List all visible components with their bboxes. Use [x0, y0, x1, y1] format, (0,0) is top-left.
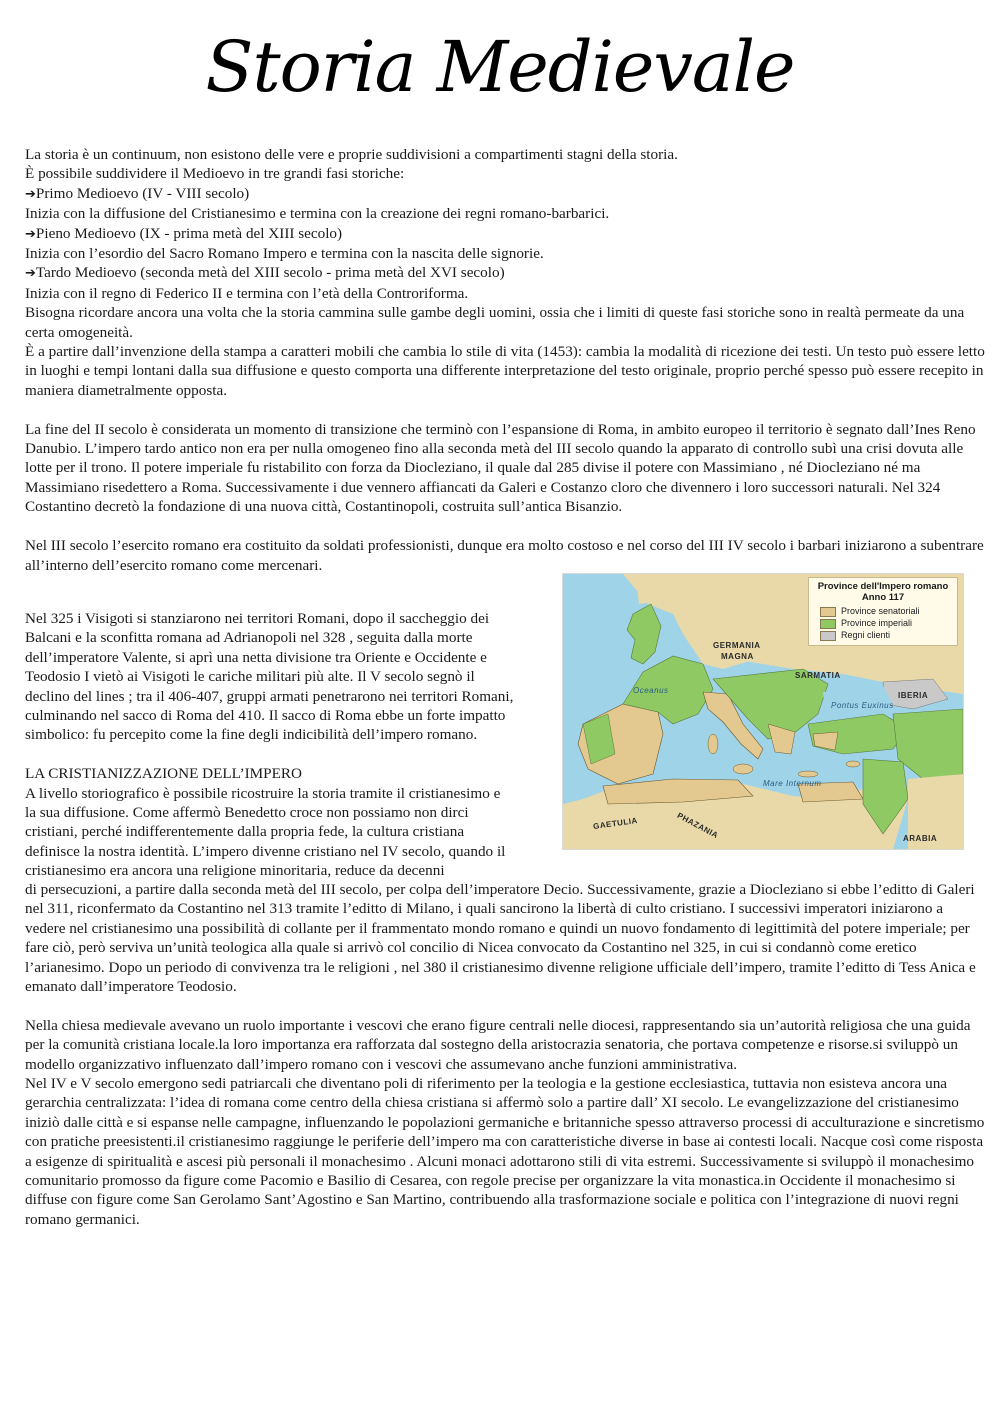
text-line: Nel 325 i Visigoti si stanziarono nei territori Romani, dopo il saccheggio dei	[25, 610, 490, 627]
map-label-sarmatia: SARMATIA	[795, 671, 841, 680]
map-label-oceanus: Oceanus	[633, 686, 669, 695]
legend-item: Regni clienti	[820, 630, 952, 641]
text-line: dell’imperatore Valente, si aprì una netta divisione tra Oriente e Occidente e	[25, 648, 487, 666]
phase-item	[25, 224, 985, 244]
text-line: Teodosio I vietò ai Visigoti le cariche militari più alte. Il V secolo segnò il	[25, 668, 475, 686]
map-label-mare: Mare Internum	[763, 779, 822, 788]
paragraph: La fine del II secolo è considerata un momento di transizione che terminò con l’espansione di Roma, in ambito europeo il territorio è segnato dall’Ines Reno Danubio. L’impero tardo antico non era per nulla omogeneo fino alla seconda metà del III secolo quando la apparato di controllo subì una crisi dovuta alle lotte per il trono. Il potere imperiale fu ristabilito con forza da Diocleziano, il quale dal 285 divise il potere con Massimiano , né Diocleziano né ma Massimiano risedettero a Roma. Successivamente i due vennero affiancati da Galeri e Costanzo cloro che divennero i loro successori naturali. Nel 324 Costantino decretò la fondazione di una nuova città, Costantinopoli, costruita sull’antica Bisanzio.	[25, 420, 976, 516]
paragraph: Nel IV e V secolo emergono sedi patriarcali che diventano poli di riferimento per la teologia e la gestione ecclesiastica, tuttavia non esisteva ancora una gerarchia centralizzata: l’idea di romana come centro della chiesa cristiana si affermò solo a partire dall’ XI secolo. Le evangelizzazione del cristianesimo iniziò dalle città e si espanse nelle campagne, influenzando le popolazioni germaniche e britanniche spesso attraverso processi di acculturazione e sincretismo con pratiche preesistenti.il cristianesimo raggiunge le periferie dell’impero ma con caratteristiche diverse in base ai contesti locali. Nacque così come risposta a esigenze di spiritualità e ascesi più personali il monachesimo . Alcuni monaci adottarono stili di vita estremi. Successivamente si sviluppò il monachesimo comunitario promosso da figure come Pacomio e Basilio di Cesarea, con regole precise per organizzare la vita monastica.in Occidente il monachesimo si diffuse con figure come San Gerolamo Sant’Agostino e San Martino, contribuendo alla trasformazione sociale e politica con l’integrazione di nuovi regni romano germanici.	[25, 1075, 985, 1228]
phase-description: Inizia con la diffusione del Cristianesimo e termina con la creazione dei regni romano-barbarici.	[25, 205, 610, 223]
map-label-magna: MAGNA	[721, 652, 754, 661]
legend-item: Province senatoriali	[820, 606, 952, 617]
arrow-icon: ➔	[25, 226, 36, 242]
legend-swatch	[820, 607, 836, 617]
arrow-icon: ➔	[25, 266, 36, 282]
paragraph: Nel III secolo l’esercito romano era costituito da soldati professionisti, dunque era molto costoso e nel corso del III IV secolo i barbari iniziarono a subentrare all’interno dell’esercito romano come mercenari.	[25, 537, 984, 574]
map-legend	[808, 577, 958, 646]
map-label-phazania: PHAZANIA	[675, 810, 720, 841]
text-line: declino del lines ; tra il 406-407, gruppi armati penetrarono nei territori Romani,	[25, 687, 514, 705]
arrow-icon: ➔	[25, 186, 36, 202]
phase-description: Inizia con l’esordio del Sacro Romano Impero e termina con la nascita delle signorie.	[25, 245, 544, 263]
legend-title: Province dell'Impero romano Anno 117	[817, 581, 949, 603]
lower-block	[25, 880, 985, 1229]
text-line: cristiani, perché indifferentemente dalla propria fede, la cultura cristiana	[25, 823, 465, 841]
text-line: Balcani e la sconfitta romana ad Adrianopoli nel 328 , seguita dalla morte	[25, 629, 473, 647]
legend-swatch	[820, 619, 836, 629]
map-label-gaetulia: GAETULIA	[592, 815, 639, 832]
phase-name: Primo Medioevo (IV - VIII secolo)	[35, 184, 250, 202]
map-label-germania: GERMANIA	[713, 641, 761, 650]
paragraph: Nella chiesa medievale avevano un ruolo importante i vescovi che erano figure centrali nelle diocesi, rappresentando sia un’autorità religiosa che una guida per la comunità cristiana locale.la loro importanza era rafforzata dal sostegno della aristocrazia senatoria, che portava competenze e risorse.si sviluppò un modello organizzativo influenzato dall’impero romano con i vescovi che assumevano anche funzioni amministrativa.	[25, 1016, 971, 1073]
text-line: cristianesimo era ancora una religione minoritaria, reduce da decenni	[25, 862, 445, 880]
paragraph: È a partire dall’invenzione della stampa a caratteri mobili che cambia lo stile di vita (1453): cambia la modalità di ricezione dei testi. Un testo può essere letto in luoghi e tempi lontani dalla sua diffusione e questo comporta una differente interpretazione del testo originale, proprio perché spesso può essere recepito in maniera diametralmente opposta.	[25, 343, 985, 399]
paragraph: di persecuzioni, a partire dalla seconda metà del III secolo, per colpa dell’imperatore Decio. Successivamente, grazie a Diocleziano si ebbe l’editto di Galeri nel 311, riconfermato da Costantino nel 313 tramite l’editto di Milano, i quali sancirono la libertà di culto cristiano. I successivi imperatori iniziarono a vedere nel cristianesimo una possibilità di collante per il frammentato mondo romano e quindi un nuovo fondamento di legittimità del potere imperiale; per fare ciò, però serviva un’unità teologica alla quale si arrivò col concilio di Nicea convocato da Costantino nel 325, in cui si condannò come eretico l’arianesimo. Dopo un periodo di convivenza tra le religioni , nel 380 il cristianesimo divenne religione ufficiale dell’impero, tramite l’editto di Tess Anica e emanato dall’imperatore Teodosio.	[25, 881, 976, 996]
legend-swatch	[820, 631, 836, 641]
phase-name: Tardo Medioevo (seconda metà del XIII secolo - prima metà del XVI secolo)	[35, 264, 505, 282]
text-line: A livello storiografico è possibile ricostruire la storia tramite il cristianesimo e	[25, 784, 501, 802]
phase-item	[25, 263, 985, 283]
phase-item	[25, 184, 985, 204]
paragraph: Bisogna ricordare ancora una volta che la storia cammina sulle gambe degli uomini, ossia che i limiti di queste fasi storiche sono in realtà permeate da una certa omogeneità.	[25, 304, 965, 341]
legend-item: Province imperiali	[820, 618, 952, 629]
section-heading: LA CRISTIANIZZAZIONE DELL’IMPERO	[25, 765, 303, 783]
phase-description: Inizia con il regno di Federico II e termina con l’età della Controriforma.	[25, 284, 469, 302]
page-title: Storia Medievale	[205, 26, 795, 108]
map-label-iberia: IBERIA	[898, 691, 929, 700]
map-label-arabia: ARABIA	[903, 834, 938, 843]
intro-block	[25, 145, 985, 575]
text-line: simbolico: fu percepito come la fine degli indicibilità dell’impero romano.	[25, 726, 478, 744]
side-column	[25, 609, 565, 881]
phase-name: Pieno Medioevo (IX - prima metà del XIII secolo)	[35, 224, 343, 242]
text-line: la sua diffusione. Come affermò Benedetto croce non possiamo non dirci	[25, 804, 469, 822]
text-line: definisce la nostra identità. L’impero divenne cristiano nel IV secolo, quando il	[25, 842, 506, 860]
map-label-pontus: Pontus Euxinus	[831, 701, 894, 710]
text-line: culminando nel sacco di Roma del 410. Il sacco di Roma ebbe un forte impatto	[25, 707, 506, 725]
roman-empire-map	[562, 573, 964, 850]
intro-line: La storia è un continuum, non esistono delle vere e proprie suddivisioni a compartimenti stagni della storia.	[25, 146, 678, 163]
intro-line: È possibile suddividere il Medioevo in tre grandi fasi storiche:	[25, 165, 405, 183]
